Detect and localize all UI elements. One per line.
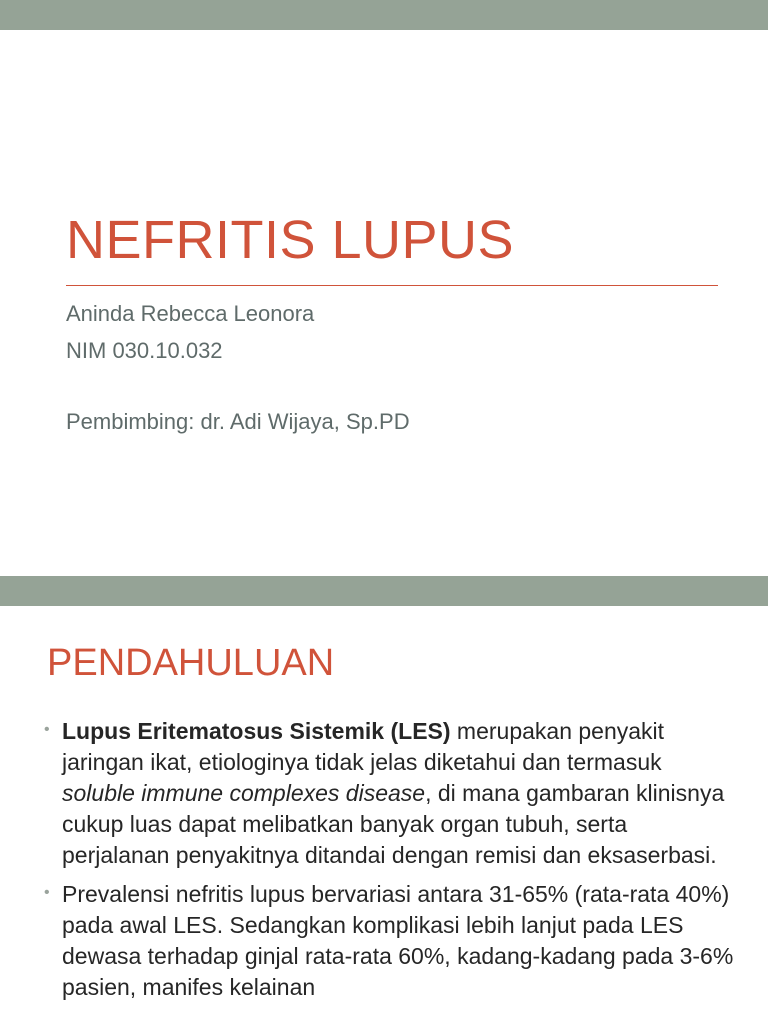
bullet-text: Prevalensi nefritis lupus bervariasi antara 31-65% (rata-rata 40%) pada awal LES. Sedangkan komplikasi lebih lanjut pada LES dewasa terhadap ginjal rata-rata 60%, kadang-kadang pada 3-6% pasien, manifes kelainan [62,881,734,1000]
bullet-item [44,879,734,1003]
student-id: NIM 030.10.032 [66,338,223,363]
section-title: PENDAHULUAN [47,642,335,684]
content-slide [0,576,768,1024]
title-divider [66,285,718,286]
bullet-icon: • [44,884,50,901]
bullet-text: merupakan penyakit jaringan ikat, etiologinya tidak jelas diketahui dan termasuk [62,718,665,775]
supervisor-name: Pembimbing: dr. Adi Wijaya, Sp.PD [66,409,410,434]
bullet-icon: • [44,721,50,738]
slide-header-bar [0,576,768,606]
bullet-item [44,716,734,871]
bullet-list [44,716,734,1011]
bullet-text: , di mana gambaran klinisnya cukup luas dapat melibatkan banyak organ tubuh, serta perjalanan penyakitnya ditandai dengan remisi dan eksaserbasi. [62,780,725,868]
bullet-term: Lupus Eritematosus Sistemik (LES) [62,718,451,744]
slide-header-bar [0,0,768,30]
slide-title: NEFRITIS LUPUS [66,210,515,270]
author-name: Aninda Rebecca Leonora [66,301,315,326]
bullet-emphasis: soluble immune complexes disease [62,780,426,806]
